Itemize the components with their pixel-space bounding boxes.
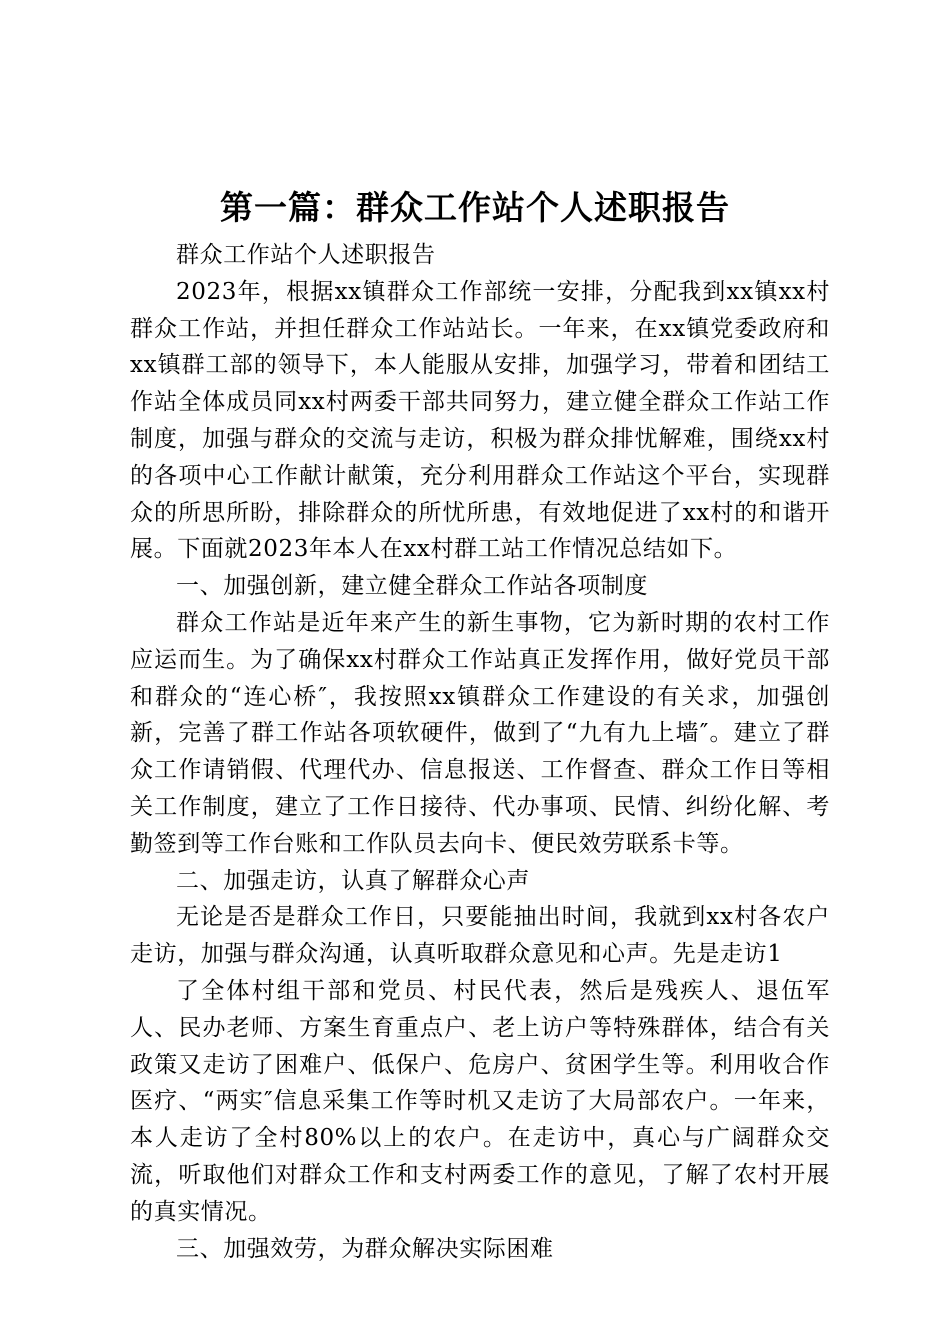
- section-heading-2: 二、加强走访，认真了解群众心声: [176, 867, 530, 894]
- document-body: [130, 237, 830, 1267]
- paragraph-section-1: 群众工作站是近年来产生的新生事物，它为新时期的农村工作应运而生。为了确保xx村群众工作站真正发挥作用，做好党员干部和群众的“连心桥″，我按照xx镇群众工作建设的有关求，加强创新，完善了群工作站各项软硬件，做到了“九有九上墙″。建立了群众工作请销假、代理代办、信息报送、工作督查、群众工作日等相关工作制度，建立了工作日接待、代办事项、民情、纠纷化解、考勤签到等工作台账和工作队员去向卡、便民效劳联系卡等。: [130, 609, 830, 857]
- paragraph-section-2b: 了全体村组干部和党员、村民代表，然后是残疾人、退伍军人、民办老师、方案生育重点户、老上访户等特殊群体，结合有关政策又走访了困难户、低保户、危房户、贫困学生等。利用收合作医疗、“两实″信息采集工作等时机又走访了大局部农户。一年来，本人走访了全村80%以上的农户。在走访中，真心与广阔群众交流，听取他们对群众工作和支村两委工作的意见，了解了农村开展的真实情况。: [130, 977, 830, 1225]
- paragraph-section-2a: 无论是否是群众工作日，只要能抽出时间，我就到xx村各农户走访，加强与群众沟通，认真听取群众意见和心声。先是走访1: [130, 904, 830, 968]
- section-heading-1: 一、加强创新，建立健全群众工作站各项制度: [176, 573, 648, 600]
- section-heading-3: 三、加强效劳，为群众解决实际困难: [176, 1235, 554, 1262]
- document-title: 第一篇：群众工作站个人述职报告: [220, 188, 730, 227]
- paragraph-intro: 2023年，根据xx镇群众工作部统一安排，分配我到xx镇xx村群众工作站，并担任群众工作站站长。一年来，在xx镇党委政府和xx镇群工部的领导下，本人能服从安排，加强学习，带着和团结工作站全体成员同xx村两委干部共同努力，建立健全群众工作站工作制度，加强与群众的交流与走访，积极为群众排忧解难，围绕xx村的各项中心工作献计献策，充分利用群众工作站这个平台，实现群众的所思所盼，排除群众的所忧所患，有效地促进了xx村的和谐开展。下面就2023年本人在xx村群工站工作情况总结如下。: [130, 278, 830, 563]
- paragraph-subtitle: 群众工作站个人述职报告: [176, 242, 436, 268]
